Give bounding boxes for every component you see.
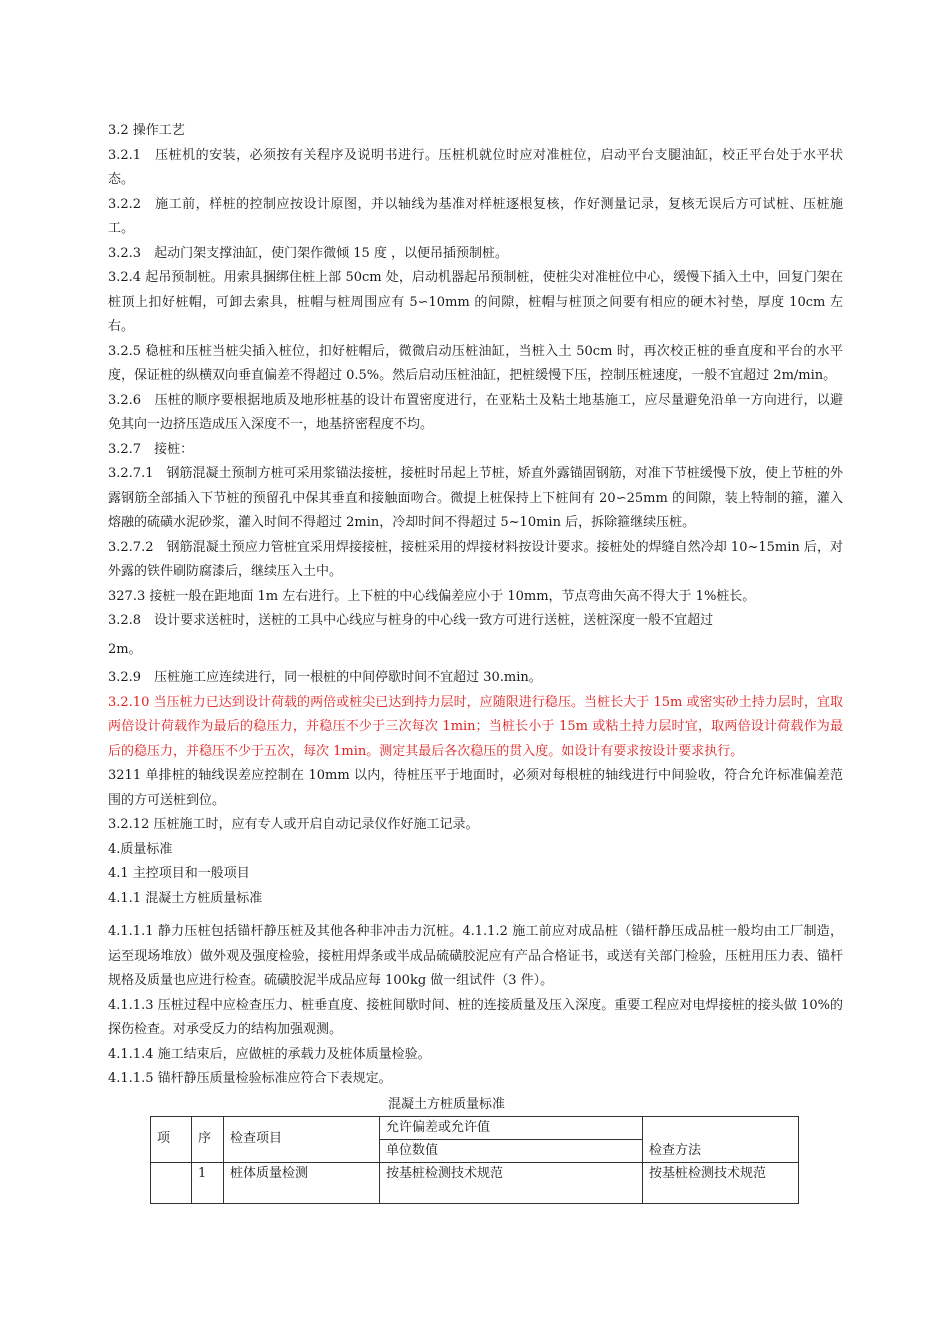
para-3-2-1: 3.2.1 压桩机的安装，必须按有关程序及说明书进行。压桩机就位时应对准桩位，启动平台支腿油缸，校正平台处于水平状态。 xyxy=(108,147,843,187)
para-3-2-9: 3.2.9 压桩施工应连续进行，同一根桩的中间停歇时间不宜超过 30.min。 xyxy=(108,670,542,685)
header-unit-value: 单位数值 xyxy=(380,1139,643,1162)
para-3-2-8-cont: 2m。 xyxy=(108,641,142,657)
header-allowance: 允许偏差或允许值 xyxy=(380,1116,643,1139)
table-header-row xyxy=(151,1116,799,1139)
para-3-2-7: 3.2.7 接桩： xyxy=(108,441,194,457)
heading-4-1: 4.1 主控项目和一般项目 xyxy=(108,866,250,881)
quality-standard-table xyxy=(150,1116,799,1204)
para-3-2-11: 3211 单排桩的轴线误差应控制在 10mm 以内，待桩压平于地面时，必须对每根桩的轴线进行中间验收，符合允许标准偏差范围的方可送桩到位。 xyxy=(108,768,843,808)
heading-3-2: 3.2 操作工艺 xyxy=(108,123,185,138)
header-item: 项 xyxy=(151,1116,192,1162)
table-row xyxy=(151,1162,799,1203)
para-4-1-1-4: 4.1.1.4 施工结束后，应做桩的承载力及桩体质量检验。 xyxy=(108,1046,431,1062)
document-body xyxy=(108,119,843,1181)
para-3-2-7-1: 3.2.7.1 钢筋混凝土预制方桩可采用浆锚法接桩，接桩时吊起上节桩，矫直外露锚固钢筋，对准下节桩缓慢下放，使上节桩的外露钢筋全部插入下节桩的预留孔中保其垂直和接触面吻合。微提上桩保持上下桩间有 20∽25mm 的间隙，装上特制的箍，灌入熔融的硫磺水泥砂浆，灌入时间不得超过 2min，冷却时间不得超过 5~10min 后，拆除箍继续压桩。 xyxy=(108,466,843,530)
cell-item xyxy=(151,1162,192,1203)
para-3-2-5: 3.2.5 稳桩和压桩当桩尖插入桩位，扣好桩帽后，微微启动压桩油缸，当桩入土 50cm 时，再次校正桩的垂直度和平台的水平度，保证桩的纵横双向垂直偏差不得超过 0.5%。然后启动压桩油缸，把桩缓慢下压，控制压桩速度，一般不宜超过 2m/min。 xyxy=(108,343,843,383)
para-3-2-7-3: 327.3 接桩一般在距地面 1m 左右进行。上下桩的中心线偏差应小于 10mm，节点弯曲矢高不得大于 1%桩长。 xyxy=(108,588,756,604)
header-check-item: 检查项目 xyxy=(224,1116,380,1162)
cell-seq: 1 xyxy=(192,1162,224,1203)
para-3-2-7-2: 3.2.7.2 钢筋混凝土预应力管桩宜采用焊接接桩，接桩采用的焊接材料按设计要求。接桩处的焊缝自然冷却 10~15min 后，对外露的铁件刷防腐漆后，继续压入土中。 xyxy=(108,539,843,579)
heading-4: 4.质量标准 xyxy=(108,841,173,857)
para-3-2-6: 3.2.6 压桩的顺序要根据地质及地形桩基的设计布置密度进行，在亚粘土及粘土地基施工，应尽量避免沿单一方向进行，以避免其向一边挤压造成压入深度不一，地基挤密程度不均。 xyxy=(108,392,843,432)
para-4-1-1-5: 4.1.1.5 锚杆静压质量检验标准应符合下表规定。 xyxy=(108,1071,392,1086)
table-caption: 混凝土方桩质量标准 xyxy=(387,1096,505,1112)
cell-method: 按基桩检测技术规范 xyxy=(643,1162,799,1203)
heading-4-1-1: 4.1.1 混凝土方桩质量标准 xyxy=(108,890,263,906)
header-seq: 序 xyxy=(192,1116,224,1162)
cell-unit-value: 按基桩检测技术规范 xyxy=(380,1162,643,1203)
para-4-1-1-1: 4.1.1.1 静力压桩包括锚杆静压桩及其他各种非冲击力沉桩。4.1.1.2 施工前应对成品桩（锚杆静压成品桩一般均由工厂制造，运至现场堆放）做外观及强度检验，接桩用焊条或半成品硫磺胶泥应有产品合格证书，或送有关部门检验，压桩用压力表、锚杆规格及质量也应进行检查。硫磺胶泥半成品应每 100kg 做一组试件（3 件）。 xyxy=(108,924,843,988)
header-method: 检查方法 xyxy=(643,1116,799,1162)
para-3-2-4: 3.2.4 起吊预制桩。用索具捆绑住桩上部 50cm 处，启动机器起吊预制桩，使桩尖对准桩位中心，缓慢下插入土中，回复门架在桩顶上扣好桩帽，可卸去索具，桩帽与桩周围应有 5∽10mm 的间隙，桩帽与桩顶之间要有相应的硬木衬垫，厚度 10cm 左右。 xyxy=(108,270,843,334)
para-3-2-10-highlight: 3.2.10 当压桩力已达到设计荷载的两倍或桩尖已达到持力层时，应随限进行稳压。当桩长大于 15m 或密实砂土持力层时，宜取两倍设计荷载作为最后的稳压力，并稳压不少于三次每次 1min；当桩长小于 15m 或粘土持力层时宜，取两倍设计荷载作为最后的稳压力，并稳压不少于五次，每次 1min。测定其最后各次稳压的贯入度。如设计有要求按设计要求执行。 xyxy=(108,694,843,759)
para-3-2-3: 3.2.3 起动门架支撑油缸，使门架作微倾 15 度 ，以便吊插预制桩。 xyxy=(108,245,509,261)
para-4-1-1-3: 4.1.1.3 压桩过程中应检查压力、桩垂直度、接桩间歇时间、桩的连接质量及压入深度。重要工程应对电焊接桩的接头做 10%的探伤检查。对承受反力的结构加强观测。 xyxy=(108,997,843,1037)
para-3-2-8: 3.2.8 设计要求送桩时，送桩的工具中心线应与桩身的中心线一致方可进行送桩，送桩深度一般不宜超过 xyxy=(108,613,714,628)
cell-check-item: 桩体质量检测 xyxy=(224,1162,380,1203)
para-3-2-12: 3.2.12 压桩施工时，应有专人或开启自动记录仪作好施工记录。 xyxy=(108,817,479,832)
para-3-2-2: 3.2.2 施工前，样桩的控制应按设计原图，并以轴线为基准对样桩逐根复核，作好测量记录，复核无误后方可试桩、压桩施工。 xyxy=(108,196,843,236)
